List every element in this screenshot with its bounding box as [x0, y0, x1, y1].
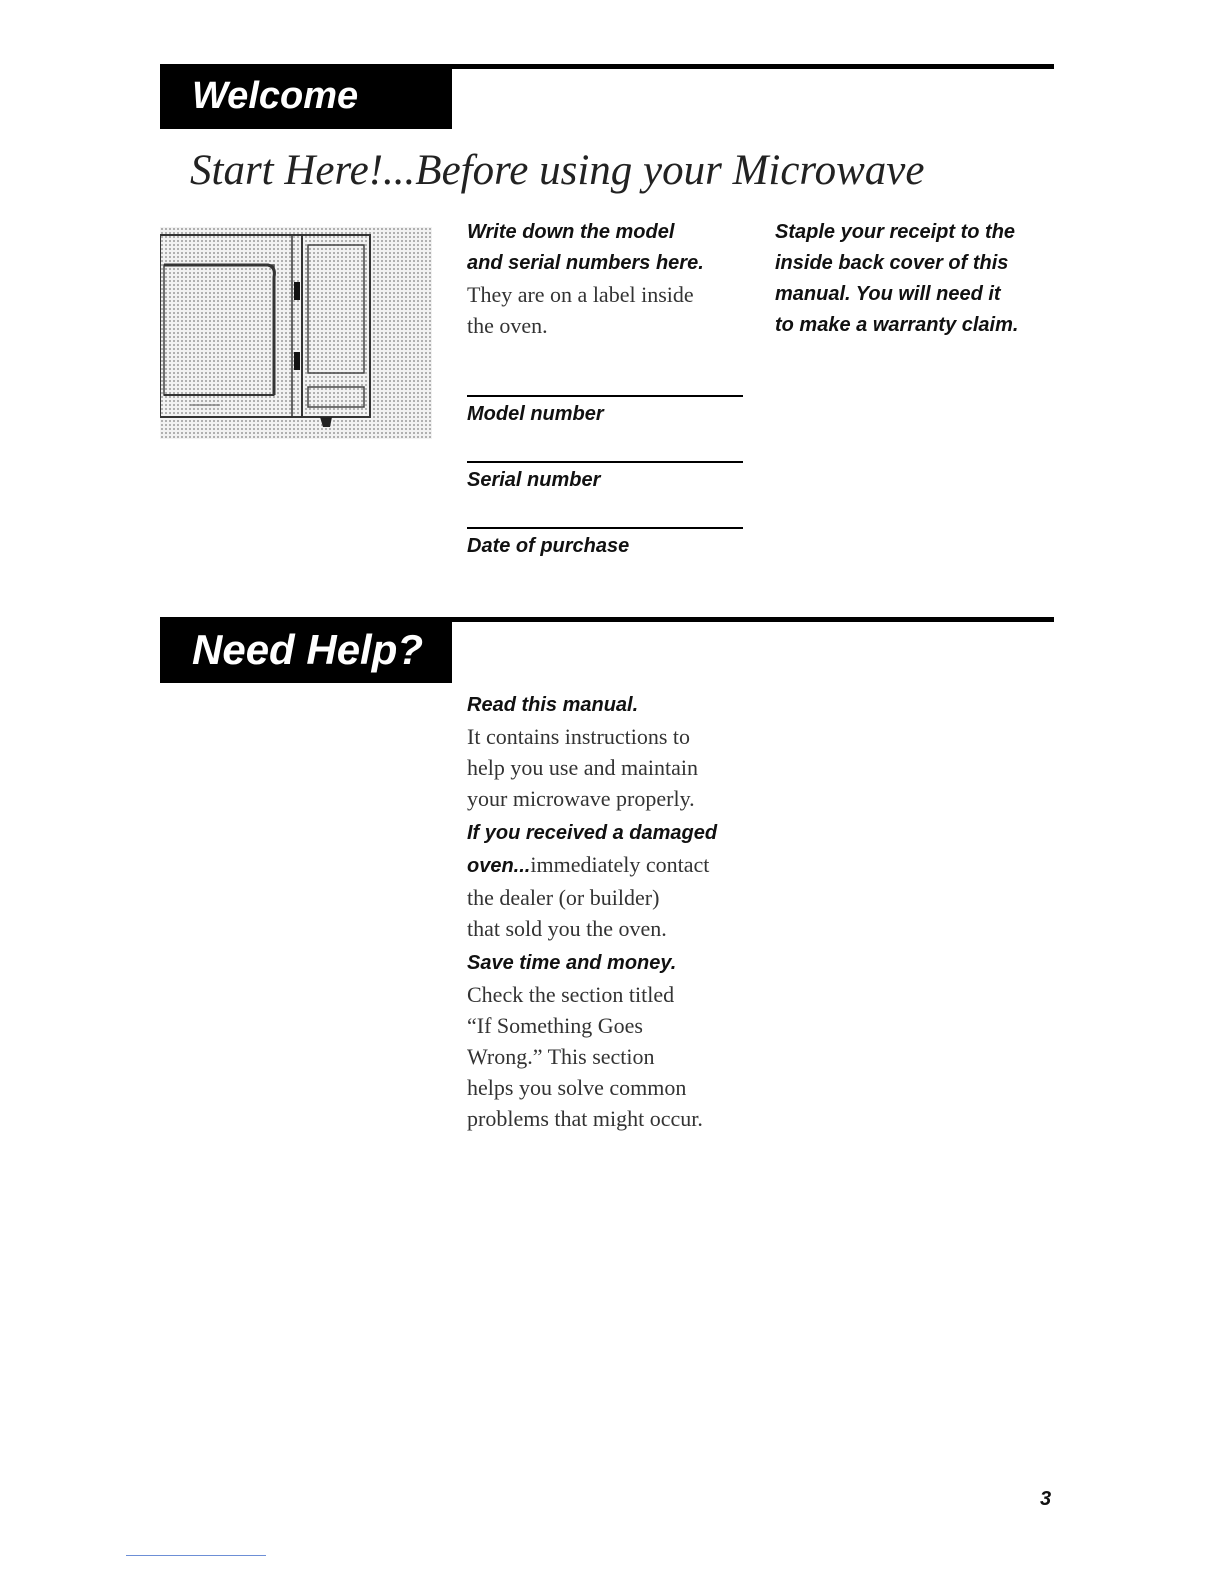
footer-link-underline — [126, 1555, 266, 1556]
damaged-oven-block — [467, 818, 767, 944]
read-manual-heading: Read this manual. — [467, 694, 639, 716]
record-body: They are on a label inside the oven. — [467, 282, 694, 338]
save-time-body: Check the section titled “If Something Goes Wrong.” This section helps you solve common problems that might occur. — [467, 982, 703, 1131]
damaged-oven-body: the dealer (or builder) that sold you the oven. — [467, 885, 667, 941]
microwave-oven-illustration — [160, 227, 432, 439]
welcome-banner — [160, 64, 452, 129]
receipt-column — [775, 217, 1055, 341]
date-of-purchase-field[interactable] — [467, 527, 743, 558]
help-banner-text: Need Help? — [192, 626, 424, 673]
date-of-purchase-label: Date of purchase — [467, 535, 630, 557]
model-number-label: Model number — [467, 403, 604, 425]
page-number: 3 — [1040, 1488, 1052, 1510]
save-time-heading: Save time and money. — [467, 952, 677, 974]
welcome-banner-text: Welcome — [192, 75, 359, 117]
help-banner — [160, 617, 452, 683]
serial-number-label: Serial number — [467, 469, 601, 491]
receipt-note: Staple your receipt to the inside back cover of this manual. You will need it to make a warranty claim. — [775, 221, 1019, 336]
help-column — [467, 690, 767, 1138]
damaged-oven-first-text: immediately contact — [530, 852, 710, 877]
damaged-oven-heading: If you received a damaged — [467, 822, 718, 844]
damaged-oven-run-in: oven... — [467, 855, 531, 877]
read-manual-body: It contains instructions to help you use and maintain your microwave properly. — [467, 724, 698, 811]
save-time-block — [467, 948, 767, 1134]
serial-number-field[interactable] — [467, 461, 743, 492]
page-subtitle: Start Here!...Before using your Microwave — [190, 147, 925, 194]
model-number-field[interactable] — [467, 395, 743, 426]
damaged-oven-first-line — [467, 849, 767, 882]
read-manual-block — [467, 690, 767, 814]
record-column — [467, 217, 757, 341]
record-heading: Write down the model and serial numbers here. — [467, 221, 704, 274]
